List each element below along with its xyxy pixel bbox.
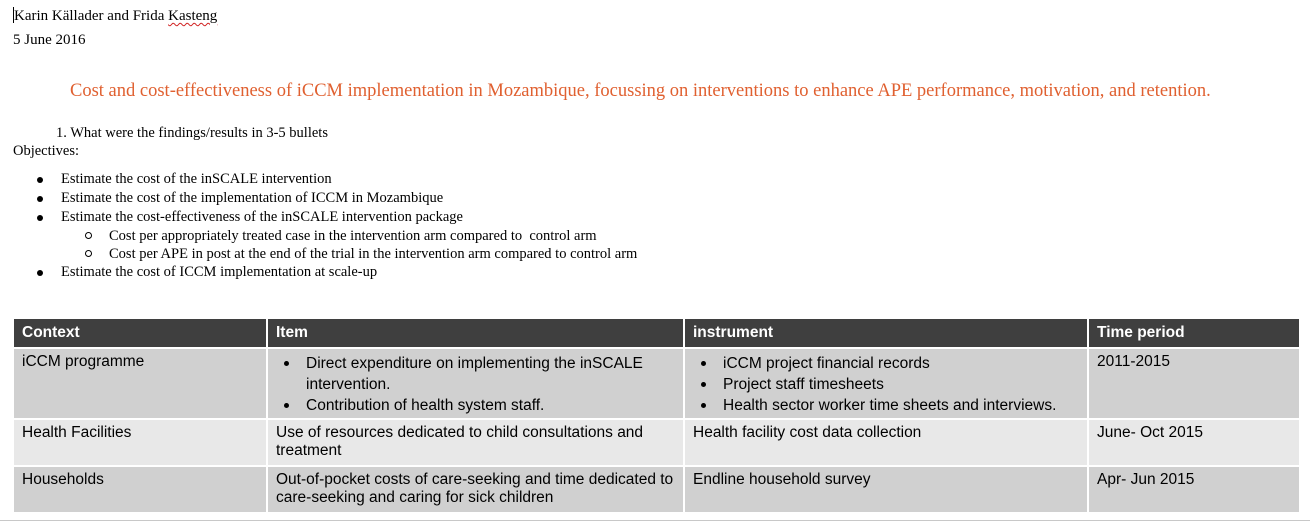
cell-context: Health Facilities <box>14 419 267 466</box>
cell-time-period: 2011-2015 <box>1088 348 1300 419</box>
authors-line <box>13 7 217 25</box>
sub-objectives-list <box>0 227 637 263</box>
sub-objective-item <box>0 227 637 245</box>
sub-objective-item <box>0 245 637 263</box>
objective-item <box>0 189 637 208</box>
cell-time-period: June- Oct 2015 <box>1088 419 1300 466</box>
cell-item <box>267 348 684 419</box>
cell-context: Households <box>14 466 267 512</box>
instrument-bullet: Project staff timesheets <box>693 374 1079 395</box>
objective-text: Estimate the cost of the implementation of ICCM in Mozambique <box>61 190 444 206</box>
instrument-bullet: Health sector worker time sheets and interviews. <box>693 395 1079 416</box>
cell-instrument: Health facility cost data collection <box>684 419 1088 466</box>
document-date: 5 June 2016 <box>13 32 86 48</box>
instrument-bullet: iCCM project financial records <box>693 353 1079 374</box>
bullet-icon <box>37 215 43 221</box>
sub-objective-text: Cost per appropriately treated case in the intervention arm compared to control arm <box>109 228 597 244</box>
table-row <box>14 348 1300 419</box>
author-first: Karin Källader <box>14 8 104 24</box>
table-header-row <box>14 319 1300 348</box>
item-bullet-list <box>276 353 675 416</box>
cell-time-period: Apr- Jun 2015 <box>1088 466 1300 512</box>
objective-item <box>0 263 637 282</box>
objective-text: Estimate the cost of the inSCALE intervention <box>61 171 332 187</box>
sub-objective-text: Cost per APE in post at the end of the trial in the intervention arm compared to control arm <box>109 246 638 262</box>
header-instrument: instrument <box>684 319 1088 348</box>
objectives-list <box>0 170 637 282</box>
table-row <box>14 466 1300 512</box>
bullet-icon <box>37 196 43 202</box>
cost-data-table <box>14 319 1301 512</box>
header-context: Context <box>14 319 267 348</box>
cell-instrument <box>684 348 1088 419</box>
question-line: 1. What were the findings/results in 3-5 bullets <box>56 125 328 141</box>
cell-instrument: Endline household survey <box>684 466 1088 512</box>
header-item: Item <box>267 319 684 348</box>
author-second: Kasteng <box>168 8 218 24</box>
hollow-bullet-icon <box>85 250 92 257</box>
objective-item <box>0 208 637 263</box>
author-connector: and Frida <box>103 8 169 24</box>
objective-item <box>0 170 637 189</box>
table-row <box>14 419 1300 466</box>
hollow-bullet-icon <box>85 232 92 239</box>
item-bullet: Direct expenditure on implementing the inSCALE intervention. <box>276 353 675 395</box>
page-divider <box>0 520 1310 521</box>
cell-item: Use of resources dedicated to child consultations and treatment <box>267 419 684 466</box>
objective-text: Estimate the cost of ICCM implementation at scale-up <box>61 264 378 280</box>
objective-text: Estimate the cost-effectiveness of the inSCALE intervention package <box>61 209 463 225</box>
objectives-label: Objectives: <box>13 143 80 159</box>
cell-context: iCCM programme <box>14 348 267 419</box>
cell-item: Out-of-pocket costs of care-seeking and time dedicated to care-seeking and caring for sick children <box>267 466 684 512</box>
document-title: Cost and cost-effectiveness of iCCM implementation in Mozambique, focussing on interventions to enhance APE performance, motivation, and retention. <box>70 81 1211 101</box>
item-bullet: Contribution of health system staff. <box>276 395 675 416</box>
bullet-icon <box>37 177 43 183</box>
header-time-period: Time period <box>1088 319 1300 348</box>
instrument-bullet-list <box>693 353 1079 416</box>
bullet-icon <box>37 270 43 276</box>
